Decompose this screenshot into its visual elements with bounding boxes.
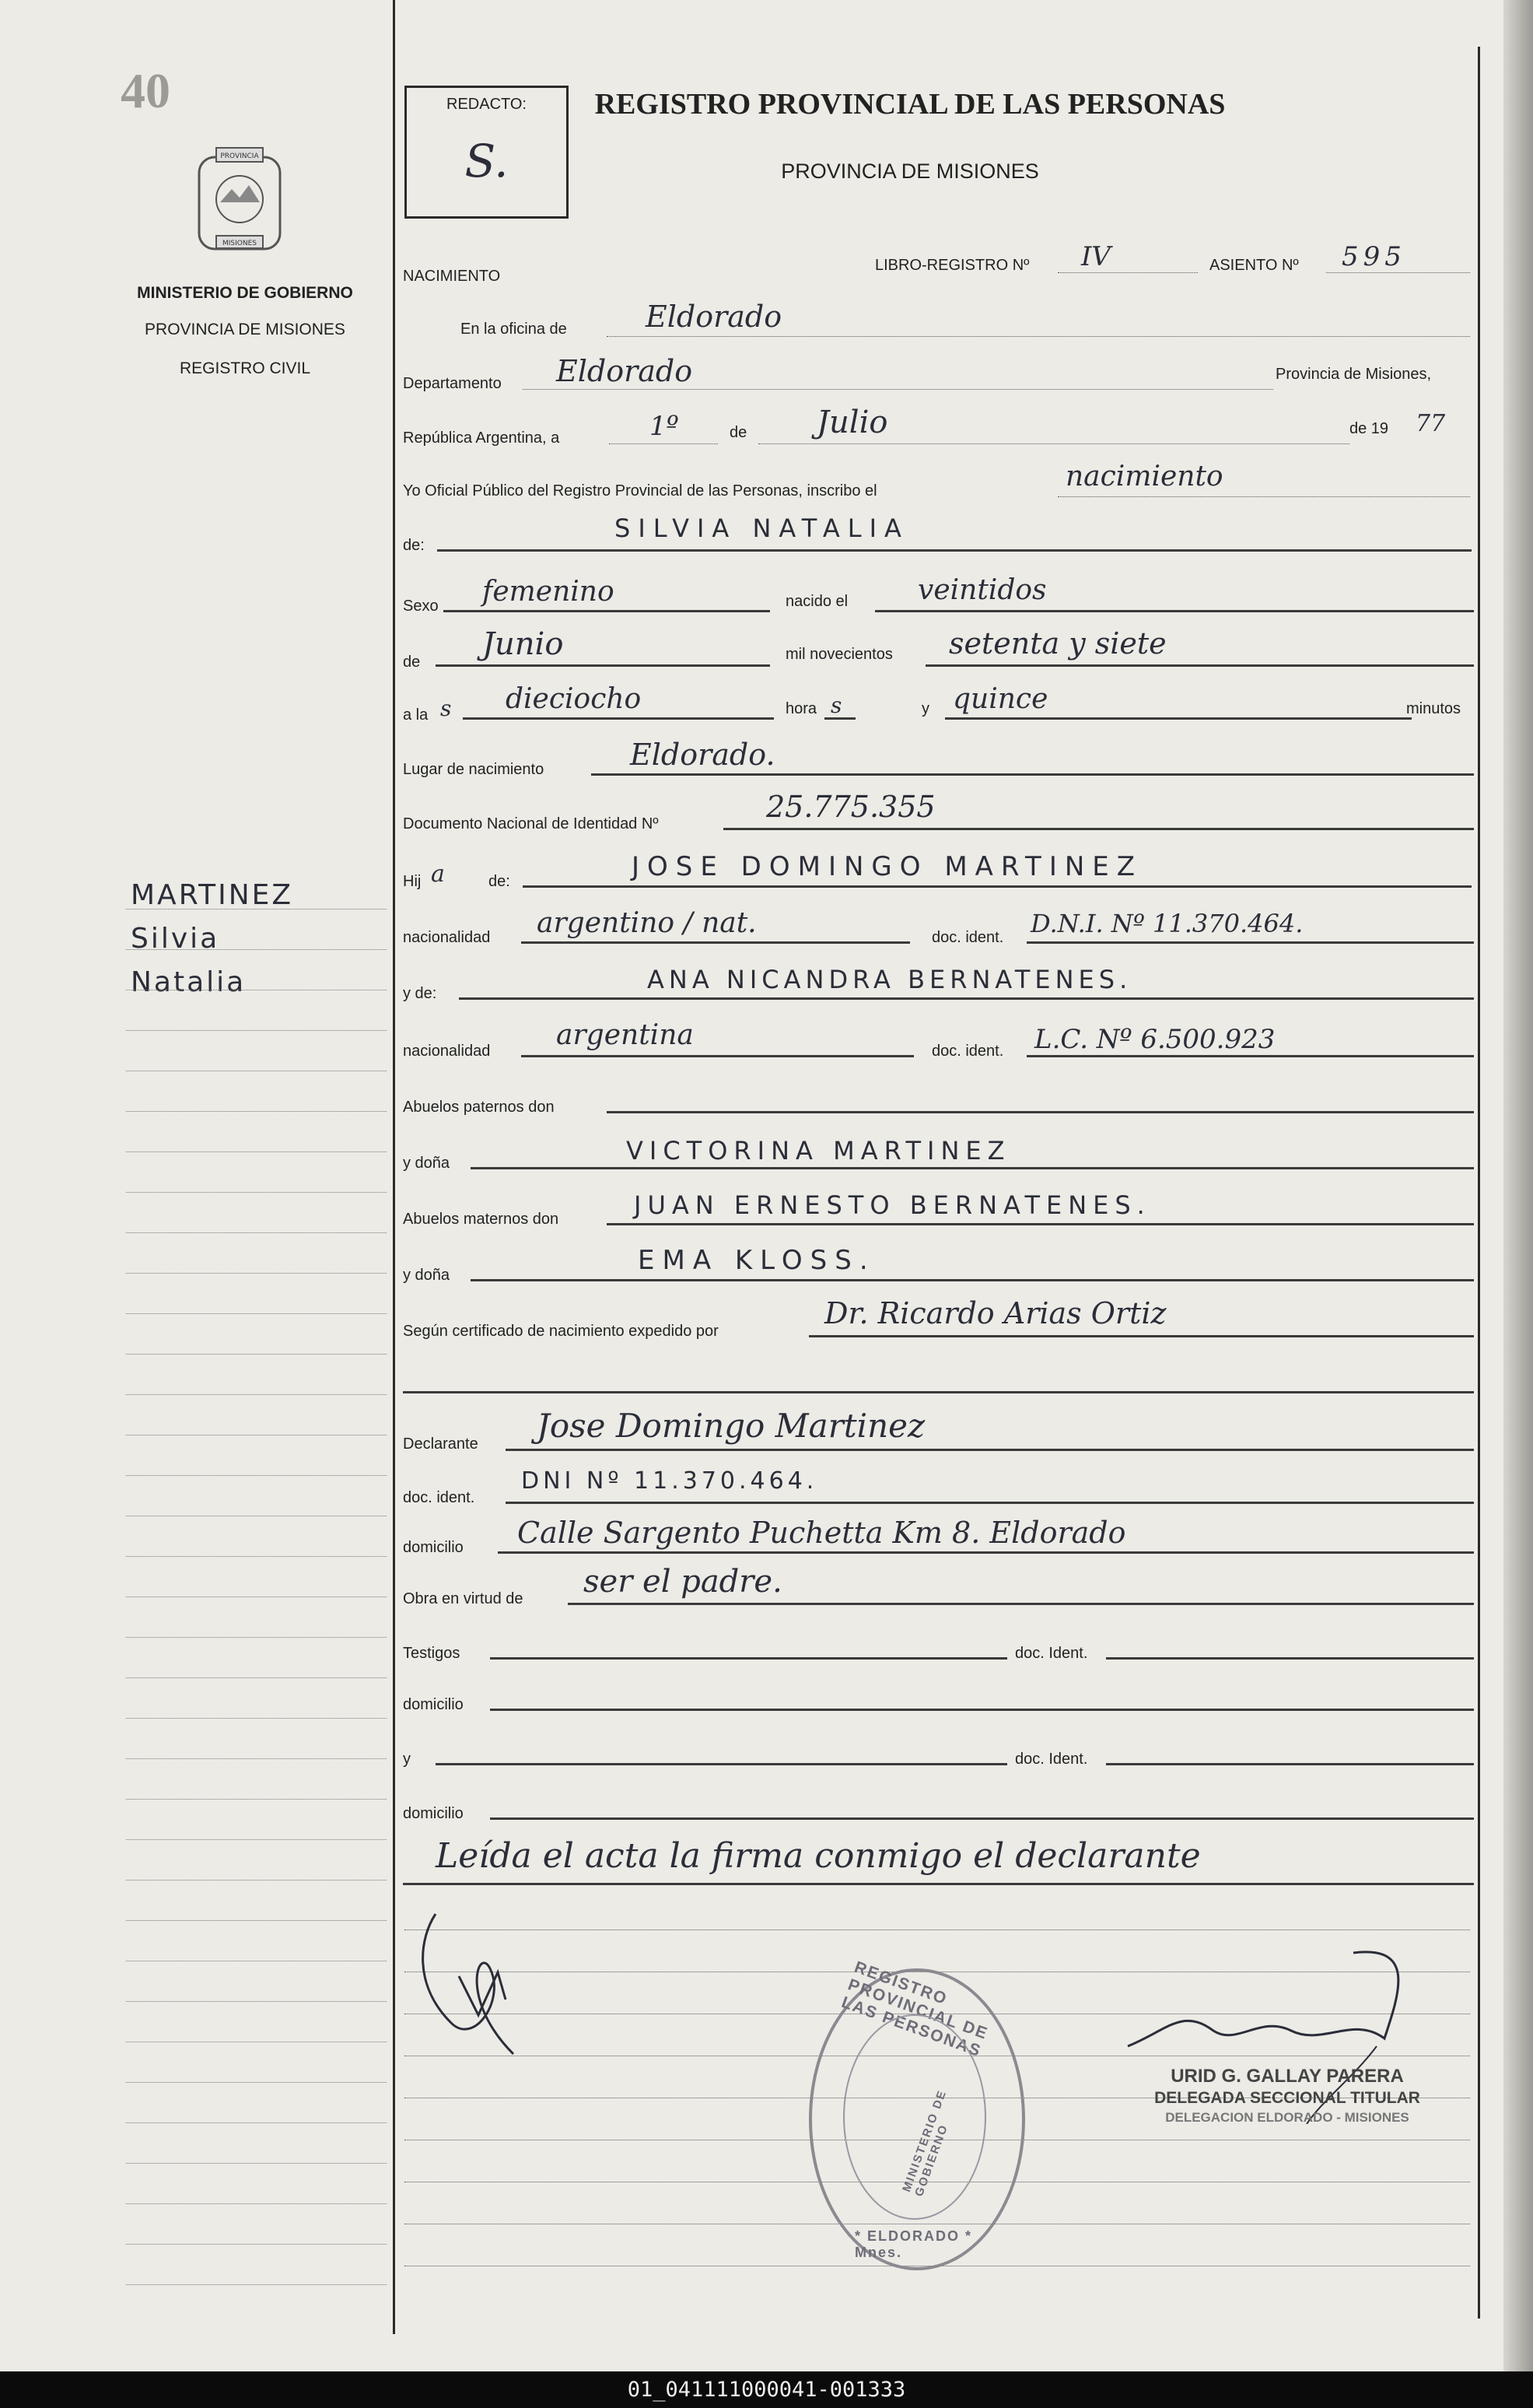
margin-rule-line xyxy=(126,1758,387,1759)
dia-value: 1º xyxy=(649,411,679,442)
margin-rule-line xyxy=(126,1273,387,1274)
margin-rule-line xyxy=(126,2244,387,2245)
nacionalidad-label-2: nacionalidad xyxy=(403,1043,491,1060)
domicilio-value: Calle Sargento Puchetta Km 8. Eldorado xyxy=(517,1516,1126,1550)
seal-inner-text: MINISTERIO DE GOBIERNO xyxy=(900,2087,951,2199)
margin-rule-line xyxy=(126,1839,387,1840)
domicilio-label: domicilio xyxy=(403,1539,464,1556)
asiento-label: ASIENTO Nº xyxy=(1209,257,1299,274)
right-border xyxy=(1478,47,1480,2319)
madre-value: ANA NICANDRA BERNATENES. xyxy=(647,965,1132,994)
anio-value: 77 xyxy=(1416,410,1446,437)
oficina-value: Eldorado xyxy=(646,300,782,334)
registry-subtitle: PROVINCIA DE MISIONES xyxy=(781,159,1039,183)
province-emblem-icon xyxy=(193,146,286,255)
official-seal xyxy=(809,1958,1025,2270)
margin-rule-line xyxy=(126,2284,387,2285)
oficial-value: nacimiento xyxy=(1066,461,1223,492)
declarant-signature-icon xyxy=(404,1891,583,2070)
redacto-box xyxy=(404,86,569,219)
doc-ident-label-1: doc. ident. xyxy=(932,929,1004,946)
testigos-label: Testigos xyxy=(403,1645,460,1662)
margin-rule-line xyxy=(126,1475,387,1476)
margin-rule-line xyxy=(126,1030,387,1031)
y-label-1: y xyxy=(922,700,929,717)
nacimiento-label: NACIMIENTO xyxy=(403,268,501,285)
certificado-value: Dr. Ricardo Arias Ortiz xyxy=(824,1296,1167,1330)
minutos-value: quince xyxy=(953,683,1048,715)
y-label-2: y xyxy=(403,1751,411,1768)
dni-value: 25.775.355 xyxy=(766,790,936,824)
margin-rule-line xyxy=(126,1192,387,1193)
mil-label: mil novecientos xyxy=(786,646,893,663)
official-office: DELEGACION ELDORADO - MISIONES xyxy=(1165,2110,1409,2125)
doc-ident-value-1: D.N.I. Nº 11.370.464. xyxy=(1031,909,1304,938)
departamento-label: Departamento xyxy=(403,375,502,392)
obra-value: ser el padre. xyxy=(583,1564,782,1600)
page-number: 40 xyxy=(121,63,170,118)
y-dona-value-1: VICTORINA MARTINEZ xyxy=(626,1136,1011,1165)
doc-ident-value-2: L.C. Nº 6.500.923 xyxy=(1034,1024,1276,1055)
doc-ident-declarante-label: doc. ident. xyxy=(403,1489,475,1506)
dni-label: Documento Nacional de Identidad Nº xyxy=(403,815,659,832)
domicilio-label-2: domicilio xyxy=(403,1696,464,1713)
margin-rule-line xyxy=(126,2163,387,2164)
republica-label: República Argentina, a xyxy=(403,429,560,447)
libro-value: IV xyxy=(1081,241,1111,272)
mes-nac-value: Junio xyxy=(482,626,564,662)
emblem-top-text: PROVINCIA xyxy=(220,152,259,160)
margin-rule-line xyxy=(126,1718,387,1719)
footer-bar xyxy=(0,2371,1533,2408)
nacionalidad-label-1: nacionalidad xyxy=(403,929,491,946)
closing-statement: Leída el acta la firma conmigo el declarante xyxy=(436,1836,1201,1876)
margin-rule-line xyxy=(126,1394,387,1395)
alas-label: a la xyxy=(403,706,429,724)
ministry-name: MINISTERIO DE GOBIERNO xyxy=(137,284,353,302)
margin-rule-line xyxy=(126,909,387,910)
margin-rule-line xyxy=(126,2001,387,2002)
registry-name: REGISTRO CIVIL xyxy=(179,359,311,377)
y-dona-label-1: y doña xyxy=(403,1155,450,1172)
margin-rule-line xyxy=(126,1232,387,1233)
doc-ident-declarante-value: DNI Nº 11.370.464. xyxy=(521,1467,818,1495)
y-de-label: y de: xyxy=(403,985,437,1002)
margin-rule-line xyxy=(126,1920,387,1921)
margin-rule-line xyxy=(126,2203,387,2204)
margin-first-name: Silvia xyxy=(131,923,220,955)
domicilio-label-3: domicilio xyxy=(403,1805,464,1822)
abuelos-maternos-value: JUAN ERNESTO BERNATENES. xyxy=(634,1190,1151,1220)
oficina-label: En la oficina de xyxy=(460,321,567,338)
nacionalidad-value-2: argentina xyxy=(556,1019,694,1051)
margin-rule-line xyxy=(126,1637,387,1638)
margin-rule-line xyxy=(126,1556,387,1557)
de-label-3: de xyxy=(403,654,421,671)
hij-suffix: a xyxy=(431,861,445,888)
nombre-value: SILVIA NATALIA xyxy=(614,513,909,543)
minutos-label: minutos xyxy=(1406,700,1461,717)
registry-title: REGISTRO PROVINCIAL DE LAS PERSONAS xyxy=(594,88,1226,121)
margin-rule-line xyxy=(126,1354,387,1355)
anio-label: de 19 xyxy=(1349,420,1389,437)
abuelos-paternos-label: Abuelos paternos don xyxy=(403,1099,555,1116)
left-margin-column xyxy=(0,0,395,2334)
hora-value: dieciocho xyxy=(506,683,642,715)
y-dona-label-2: y doña xyxy=(403,1267,450,1284)
y-dona-value-2: EMA KLOSS. xyxy=(638,1245,876,1276)
alas-suffix: s xyxy=(440,696,452,721)
nacionalidad-value-1: argentino / nat. xyxy=(537,907,757,939)
margin-rule-line xyxy=(126,1111,387,1112)
oficial-label: Yo Oficial Público del Registro Provincial de las Personas, inscribo el xyxy=(403,482,877,499)
mes-value: Julio xyxy=(817,405,888,440)
margin-surname: MARTINEZ xyxy=(131,879,294,911)
lugar-label: Lugar de nacimiento xyxy=(403,761,544,778)
seal-ring-text: REGISTRO PROVINCIAL DE LAS PERSONAS xyxy=(838,1958,991,2061)
margin-rule-line xyxy=(126,1677,387,1678)
margin-rule-line xyxy=(126,2082,387,2083)
provincia-label: Provincia de Misiones, xyxy=(1276,366,1432,383)
emblem-bottom-text: MISIONES xyxy=(222,240,257,247)
official-role: DELEGADA SECCIONAL TITULAR xyxy=(1154,2089,1420,2107)
nacido-label: nacido el xyxy=(786,593,849,610)
padre-value: JOSE DOMINGO MARTINEZ xyxy=(632,851,1143,882)
lugar-value: Eldorado. xyxy=(630,738,775,772)
libro-label: LIBRO-REGISTRO Nº xyxy=(875,257,1030,274)
footer-id: 01_041111000041-001333 xyxy=(627,2378,906,2402)
seal-bottom-text: * ELDORADO * Mnes. xyxy=(855,2228,973,2260)
province-name: PROVINCIA DE MISIONES xyxy=(145,321,345,338)
hij-label: Hij xyxy=(403,873,422,890)
abuelos-maternos-label: Abuelos maternos don xyxy=(403,1211,559,1228)
obra-label: Obra en virtud de xyxy=(403,1590,523,1607)
doc-ident-label-3: doc. Ident. xyxy=(1015,1645,1088,1662)
sexo-value: femenino xyxy=(482,576,614,608)
margin-rule-line xyxy=(126,1799,387,1800)
de-label-4: de: xyxy=(488,873,510,890)
certificado-label: Según certificado de nacimiento expedido por xyxy=(403,1323,719,1340)
declarante-label: Declarante xyxy=(403,1435,478,1453)
margin-rule-line xyxy=(126,949,387,950)
redacto-label: REDACTO: xyxy=(446,96,527,113)
nacido-value: veintidos xyxy=(918,574,1047,606)
margin-rule-line xyxy=(126,1151,387,1152)
declarante-value: Jose Domingo Martinez xyxy=(537,1407,926,1445)
de-label-2: de: xyxy=(403,537,425,554)
margin-middle-name: Natalia xyxy=(131,966,247,998)
sexo-label: Sexo xyxy=(403,598,439,615)
de-label-1: de xyxy=(730,424,747,441)
anio-nac-value: setenta y siete xyxy=(949,626,1167,661)
asiento-value: 595 xyxy=(1342,241,1406,272)
departamento-value: Eldorado xyxy=(556,354,693,388)
official-name: URID G. GALLAY PARERA xyxy=(1171,2066,1404,2087)
margin-rule-line xyxy=(126,1313,387,1314)
horas-suffix: s xyxy=(831,692,842,718)
doc-ident-label-2: doc. ident. xyxy=(932,1043,1004,1060)
doc-ident-label-4: doc. Ident. xyxy=(1015,1751,1088,1768)
margin-rule-line xyxy=(126,2122,387,2123)
horas-label: hora xyxy=(786,700,817,717)
redacto-value: S. xyxy=(464,135,509,188)
